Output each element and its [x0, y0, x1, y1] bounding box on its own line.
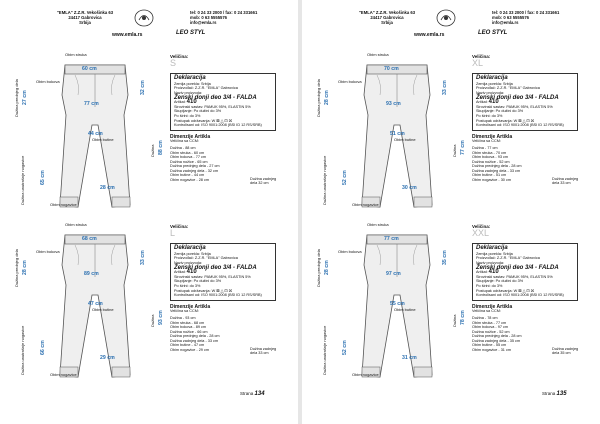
- declaration-line: Proizvođač: Z.Z.R. "EMLA" Gabrovica: [174, 86, 238, 91]
- article-code: 410: [488, 269, 499, 276]
- declaration-line: Proizvođač: Z.Z.R. "EMLA" Gabrovica: [476, 256, 540, 261]
- dims-line: Dužina prednjeg dela - 28 cm: [472, 334, 522, 339]
- product-info: [472, 224, 590, 356]
- declaration-line: Proizvođač: Z.Z.R. "EMLA" Gabrovica: [174, 256, 238, 261]
- product-info: [472, 54, 590, 186]
- company-contact: [492, 10, 572, 26]
- article-label: Artikal:: [174, 270, 186, 275]
- dims-line: Dužina - 93 cm: [170, 315, 196, 320]
- dims-line: Dužina nožice - 65 cm: [170, 159, 208, 164]
- declaration-line: Po širini: do 3%: [174, 113, 201, 118]
- waist-label: Obim struka: [65, 52, 87, 57]
- page-footer: [542, 391, 567, 397]
- rise-measure: 27 cm: [22, 90, 28, 105]
- declaration-line: Skupljanje: Po dužini do 3%: [476, 279, 524, 284]
- dims-line: Dužina nožice - 66 cm: [170, 329, 208, 334]
- hip-measure: 93 cm: [386, 101, 401, 107]
- dims-line: Dužina prednjeg dela - 28 cm: [170, 334, 220, 339]
- hip-measure: 77 cm: [84, 101, 99, 107]
- rise-measure: 28 cm: [324, 260, 330, 275]
- dims-line: Obim bokova - 89 cm: [170, 325, 207, 330]
- page-number: 135: [556, 391, 567, 397]
- hip-label: Obim bokova: [36, 79, 60, 84]
- dims-line: Obim struka - 68 cm: [170, 320, 205, 325]
- dims-line: Dužina prednjeg dela - 28 cm: [472, 164, 522, 169]
- article-label: Artikal:: [476, 270, 488, 275]
- length-label: Dužina: [452, 144, 457, 157]
- thigh-label: Obim butine: [394, 307, 416, 312]
- company-logo-icon: [134, 8, 154, 28]
- dims-heading: Dimenzije Artikla: [472, 133, 513, 140]
- page-word: Strana: [542, 391, 556, 396]
- waist-measure: 77 cm: [384, 236, 399, 242]
- dims-line: Dužina prednjeg dela - 27 cm: [170, 164, 220, 169]
- rise-label: Dužina prednjeg dela: [14, 249, 19, 287]
- care-label: Postupak održavanja:: [174, 288, 211, 293]
- declaration-line: Kontrolisani od: ISO 9001:2008 (BSI ID 12 RS/SRB): [476, 123, 564, 128]
- size-block-s: [0, 52, 298, 238]
- dims-line: Dužina - 77 cm: [472, 145, 498, 150]
- side-measure: 33 cm: [442, 80, 448, 95]
- dims-line: Obim butine - 44 cm: [170, 173, 205, 178]
- leg-opening-measure: 31 cm: [402, 355, 417, 361]
- dims-line: Dužina zadnjeg dela - 35 cm: [472, 338, 521, 343]
- inseam-label: Dužina unutrašnje nogavice: [322, 325, 327, 375]
- declaration-line: Po širini: do 3%: [476, 113, 503, 118]
- size-heading: Veličina:: [170, 224, 189, 229]
- waist-label: Obim struka: [367, 222, 389, 227]
- dims-line: Dužina zadnjeg dela - 33 cm: [170, 338, 219, 343]
- leg-opening-measure: 30 cm: [402, 185, 417, 191]
- care-label: Postupak održavanja:: [476, 118, 513, 123]
- hip-label: Obim bokova: [338, 79, 362, 84]
- contact-line: info@emla.rs: [190, 20, 217, 26]
- dims-line: Dužina nožice - 52 cm: [472, 159, 510, 164]
- side-note: Dužina zadnjeg dela 32 cm: [250, 177, 277, 186]
- size-heading: Veličina:: [472, 224, 491, 229]
- size-value: XXL: [472, 227, 490, 238]
- dims-line: Obim butine - 55 cm: [472, 343, 507, 348]
- leg-opening-measure: 28 cm: [100, 185, 115, 191]
- size-block-xxl: [302, 222, 600, 405]
- inseam-measure: 66 cm: [40, 340, 46, 355]
- dims-line: Obim nogavice - 31 cm: [472, 348, 512, 353]
- pants-diagram: [316, 52, 472, 235]
- product-name: Ženski donji deo 3/4 - FALDA: [476, 94, 559, 101]
- inseam-measure: 65 cm: [40, 170, 46, 185]
- side-measure: 35 cm: [442, 250, 448, 265]
- page-footer: [240, 391, 265, 397]
- thigh-measure: 55 cm: [390, 301, 405, 307]
- waist-measure: 60 cm: [82, 66, 97, 72]
- length-label: Dužina: [150, 314, 155, 327]
- declaration-line: Kontrolisani od: ISO 9001:2008 (BSI ID 12 RS/SRB): [174, 123, 262, 128]
- catalog-page-left: [0, 0, 298, 424]
- declaration-line: Sirovinski sastav: PAMUK 95%, ELASTIN 5%: [476, 104, 553, 109]
- dims-sub: Veličina sa CCM:: [170, 309, 199, 314]
- thigh-label: Obim butine: [92, 137, 114, 142]
- website-link[interactable]: www.emla.rs: [112, 32, 143, 38]
- page-header: [302, 6, 600, 42]
- rise-label: Dužina prednjeg dela: [14, 79, 19, 117]
- side-note: Dužina zadnjeg dela 33 cm: [552, 177, 579, 186]
- dims-line: Obim struka - 70 cm: [472, 150, 507, 155]
- page-word: Strana: [240, 391, 254, 396]
- address-line: 24417 Gabrovica: [370, 15, 404, 21]
- length-measure: 77 cm: [460, 140, 466, 155]
- declaration-line: Sirovinski sastav: PAMUK 95%, ELASTIN 5%: [174, 104, 251, 109]
- product-name: Ženski donji deo 3/4 - FALDA: [476, 264, 559, 271]
- declaration-line: Naziv proizvoda:: [174, 260, 203, 265]
- declaration-line: Naziv proizvoda:: [476, 90, 505, 95]
- length-measure: 93 cm: [158, 310, 164, 325]
- declaration-line: Proizvođač: Z.Z.R. "EMLA" Gabrovica: [476, 86, 540, 91]
- contact-line: mob: 0 63 5555576: [190, 15, 228, 21]
- size-heading: Veličina:: [472, 54, 491, 59]
- dims-heading: Dimenzije Artikla: [472, 303, 513, 310]
- product-info: [170, 224, 288, 356]
- length-label: Dužina: [150, 144, 155, 157]
- rise-label: Dužina prednjeg dela: [316, 79, 321, 117]
- thigh-measure: 44 cm: [88, 131, 103, 137]
- side-measure: 32 cm: [140, 80, 146, 95]
- declaration-line: Skupljanje: Po dužini do 3%: [174, 109, 222, 114]
- rise-measure: 28 cm: [22, 260, 28, 275]
- declaration-line: Zemlja porekla: Srbija: [174, 81, 211, 86]
- company-contact: [190, 10, 270, 26]
- declaration-line: Zemlja porekla: Srbija: [476, 251, 513, 256]
- dims-line: Obim nogavice - 28 cm: [170, 178, 210, 183]
- product-name: Ženski donji deo 3/4 - FALDA: [174, 264, 257, 271]
- contact-line: info@emla.rs: [492, 20, 519, 26]
- dims-line: Obim nogavice - 29 cm: [170, 348, 210, 353]
- leg-opening-label: Obim nogavice: [352, 202, 379, 207]
- leg-opening-measure: 29 cm: [100, 355, 115, 361]
- declaration-line: Skupljanje: Po dužini do 3%: [476, 109, 524, 114]
- dims-line: Dužina zadnjeg dela - 33 cm: [472, 168, 521, 173]
- care-symbols-icon: W ⊠ △ ⊡ ☒: [211, 118, 233, 123]
- size-block-l: [0, 222, 298, 405]
- dims-heading: Dimenzije Artikla: [170, 133, 211, 140]
- contact-line: mob: 0 63 5555576: [492, 15, 530, 21]
- declaration-line: Po širini: do 3%: [174, 283, 201, 288]
- article-label: Artikal:: [476, 100, 488, 105]
- catalog-page-right: [302, 0, 600, 424]
- waist-label: Obim struka: [367, 52, 389, 57]
- address-line: Srbija: [381, 20, 393, 26]
- rise-label: Dužina prednjeg dela: [316, 249, 321, 287]
- rise-measure: 28 cm: [324, 90, 330, 105]
- length-measure: 88 cm: [158, 140, 164, 155]
- dims-line: Obim bokova - 77 cm: [170, 155, 207, 160]
- care-symbols-icon: W ⊠ △ ⊡ ☒: [513, 118, 535, 123]
- website-link[interactable]: www.emla.rs: [414, 32, 445, 38]
- inseam-label: Dužina unutrašnje nogavice: [322, 155, 327, 205]
- leg-opening-label: Obim nogavice: [50, 202, 77, 207]
- dims-line: Obim nogavice - 30 cm: [472, 178, 512, 183]
- size-heading: Veličina:: [170, 54, 189, 59]
- address-line: "EMLA" Z.Z.R. Vekošinka 63: [56, 10, 114, 15]
- inseam-label: Dužina unutrašnje nogavice: [20, 325, 25, 375]
- dims-line: Obim bokova - 93 cm: [472, 155, 509, 160]
- dims-line: Dužina - 78 cm: [472, 315, 498, 320]
- length-label: Dužina: [452, 314, 457, 327]
- thigh-measure: 47 cm: [88, 301, 103, 307]
- product-name: Ženski donji deo 3/4 - FALDA: [174, 94, 257, 101]
- care-symbols-icon: W ⊠ △ ⊡ ☒: [513, 288, 535, 293]
- page-number: 134: [254, 391, 265, 397]
- size-value: XL: [472, 57, 484, 68]
- care-label: Postupak održavanja:: [476, 288, 513, 293]
- pants-diagram: [14, 52, 170, 235]
- hip-label: Obim bokova: [338, 249, 362, 254]
- company-address: [352, 10, 422, 26]
- declaration-box: [170, 243, 276, 301]
- hip-label: Obim bokova: [36, 249, 60, 254]
- declaration-line: Kontrolisani od: ISO 9001:2008 (BSI ID 12 RS/SRB): [174, 293, 262, 298]
- declaration-title: Deklaracija: [476, 75, 508, 82]
- article-code: 410: [186, 269, 197, 276]
- product-info: [170, 54, 288, 186]
- dims-line: Obim struka - 77 cm: [472, 320, 507, 325]
- dims-line: Dužina zadnjeg dela - 32 cm: [170, 168, 219, 173]
- company-address: [50, 10, 120, 26]
- dims-line: Dužina - 88 cm: [170, 145, 196, 150]
- declaration-line: Kontrolisani od: ISO 9001:2008 (BSI ID 12 RS/SRB): [476, 293, 564, 298]
- declaration-title: Deklaracija: [476, 245, 508, 252]
- waist-measure: 68 cm: [82, 236, 97, 242]
- side-measure: 33 cm: [140, 250, 146, 265]
- hip-measure: 89 cm: [84, 271, 99, 277]
- thigh-label: Obim butine: [92, 307, 114, 312]
- dims-line: Obim struka - 60 cm: [170, 150, 205, 155]
- leg-opening-label: Obim nogavice: [50, 372, 77, 377]
- thigh-measure: 51 cm: [390, 131, 405, 137]
- length-measure: 78 cm: [460, 310, 466, 325]
- declaration-box: [170, 73, 276, 131]
- inseam-measure: 52 cm: [342, 170, 348, 185]
- dims-line: Obim butine - 47 cm: [170, 343, 205, 348]
- brand-name: LEO STYL: [478, 30, 508, 36]
- size-value: L: [170, 227, 176, 238]
- company-logo-icon: [436, 8, 456, 28]
- contact-line: tel: 0 24 33 2000 / fax: 0 24 331661: [492, 10, 560, 15]
- thigh-label: Obim butine: [394, 137, 416, 142]
- dims-heading: Dimenzije Artikla: [170, 303, 211, 310]
- side-note: Dužina zadnjeg dela 35 cm: [552, 347, 579, 356]
- care-label: Postupak održavanja:: [174, 118, 211, 123]
- address-line: 24417 Gabrovica: [68, 15, 102, 21]
- dims-line: Obim bokova - 97 cm: [472, 325, 509, 330]
- declaration-line: Sirovinski sastav: PAMUK 95%, ELASTIN 5%: [476, 274, 553, 279]
- hip-measure: 97 cm: [386, 271, 401, 277]
- dims-sub: Veličina sa CCM:: [472, 139, 501, 144]
- pants-diagram: [316, 222, 472, 405]
- page-header: [0, 6, 298, 42]
- size-value: S: [170, 57, 177, 68]
- dims-sub: Veličina sa CCM:: [170, 139, 199, 144]
- article-label: Artikal:: [174, 100, 186, 105]
- declaration-line: Zemlja porekla: Srbija: [174, 251, 211, 256]
- contact-line: tel: 0 24 33 2000 / fax: 0 24 331661: [190, 10, 258, 15]
- dims-sub: Veličina sa CCM:: [472, 309, 501, 314]
- waist-label: Obim struka: [65, 222, 87, 227]
- care-symbols-icon: W ⊠ △ ⊡ ☒: [211, 288, 233, 293]
- brand-name: LEO STYL: [176, 30, 206, 36]
- waist-measure: 70 cm: [384, 66, 399, 72]
- declaration-title: Deklaracija: [174, 75, 206, 82]
- declaration-line: Zemlja porekla: Srbija: [476, 81, 513, 86]
- address-line: "EMLA" Z.Z.R. Vekošinka 63: [358, 10, 416, 15]
- dims-line: Obim butine - 51 cm: [472, 173, 507, 178]
- declaration-box: [472, 243, 578, 301]
- declaration-line: Skupljanje: Po dužini do 3%: [174, 279, 222, 284]
- address-line: Srbija: [79, 20, 91, 26]
- declaration-title: Deklaracija: [174, 245, 206, 252]
- declaration-line: Naziv proizvoda:: [174, 90, 203, 95]
- inseam-label: Dužina unutrašnje nogavice: [20, 155, 25, 205]
- declaration-line: Naziv proizvoda:: [476, 260, 505, 265]
- size-block-xl: [302, 52, 600, 238]
- article-code: 410: [186, 99, 197, 106]
- side-note: Dužina zadnjeg dela 33 cm: [250, 347, 277, 356]
- article-code: 410: [488, 99, 499, 106]
- declaration-line: Po širini: do 3%: [476, 283, 503, 288]
- declaration-line: Sirovinski sastav: PAMUK 95%, ELASTIN 5%: [174, 274, 251, 279]
- inseam-measure: 52 cm: [342, 340, 348, 355]
- dims-line: Dužina nožice - 52 cm: [472, 329, 510, 334]
- declaration-box: [472, 73, 578, 131]
- leg-opening-label: Obim nogavice: [352, 372, 379, 377]
- pants-diagram: [14, 222, 170, 405]
